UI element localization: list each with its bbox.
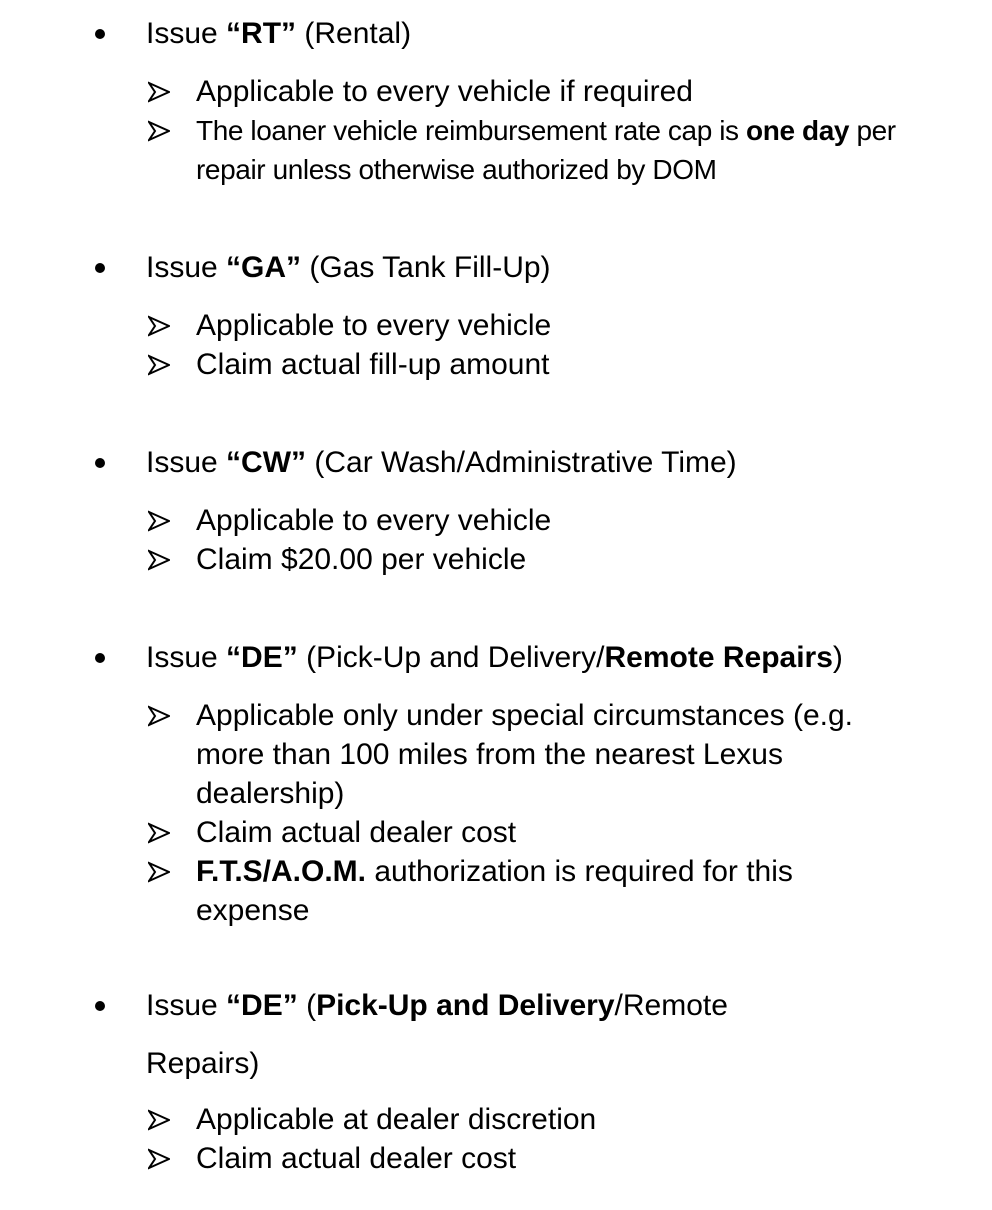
issue-title: Issue “RT” (Rental): [146, 17, 412, 50]
issue-heading: [0, 443, 992, 483]
arrow-bullet-icon: [148, 81, 170, 103]
issue-code: “DE”: [226, 641, 298, 674]
section-de-pickup: [0, 986, 992, 1178]
arrow-bullet-icon: [148, 1109, 170, 1131]
list-item: Claim actual dealer cost: [0, 1139, 936, 1178]
arrow-bullet-icon: [148, 354, 170, 376]
arrow-bullet-icon: [148, 861, 170, 883]
emphasis: F.T.S/A.O.M.: [196, 855, 367, 888]
bullet-icon: [95, 458, 105, 468]
list-item: Applicable to every vehicle: [0, 306, 936, 345]
issue-heading: [0, 14, 992, 54]
bullet-icon: [95, 1001, 105, 1011]
emphasis: one day: [746, 115, 850, 146]
bullet-icon: [95, 29, 105, 39]
list-item: Applicable to every vehicle: [0, 501, 936, 540]
issue-heading: [0, 248, 992, 288]
list-item: Applicable at dealer discretion: [0, 1100, 936, 1139]
issue-title: Issue “DE” (Pick-Up and Delivery/Remote Repairs): [146, 989, 728, 1080]
emphasis: Remote Repairs: [604, 641, 833, 674]
sub-list: [0, 696, 992, 930]
issue-heading: [0, 986, 992, 1082]
list-item: Applicable to every vehicle if required: [0, 72, 936, 111]
list-item: F.T.S/A.O.M. authorization is required for this expense: [0, 852, 886, 930]
arrow-bullet-icon: [148, 822, 170, 844]
sub-list: [0, 1100, 992, 1178]
arrow-bullet-icon: [148, 549, 170, 571]
arrow-bullet-icon: [148, 1148, 170, 1170]
issue-code: “RT”: [226, 17, 297, 50]
issue-heading: [0, 638, 992, 678]
arrow-bullet-icon: [148, 120, 170, 142]
issue-code: “DE”: [226, 989, 298, 1022]
sub-list: [0, 72, 992, 189]
issue-code: “GA”: [226, 251, 302, 284]
list-item: The loaner vehicle reimbursement rate cap is one day per repair unless otherwise authorized by DOM: [0, 111, 936, 189]
list-item: Claim $20.00 per vehicle: [0, 540, 936, 579]
section-cw: [0, 443, 992, 579]
emphasis: Pick-Up and Delivery: [316, 989, 615, 1022]
arrow-bullet-icon: [148, 510, 170, 532]
issue-code: “CW”: [226, 446, 307, 479]
section-ga: [0, 248, 992, 384]
issue-title: Issue “DE” (Pick-Up and Delivery/Remote Repairs): [146, 641, 843, 674]
list-item: Claim actual dealer cost: [0, 813, 936, 852]
issue-title: Issue “CW” (Car Wash/Administrative Time): [146, 446, 737, 479]
sub-list: [0, 501, 992, 579]
issue-title: Issue “GA” (Gas Tank Fill-Up): [146, 251, 551, 284]
section-rt: [0, 14, 992, 189]
arrow-bullet-icon: [148, 315, 170, 337]
bullet-icon: [95, 653, 105, 663]
section-de-remote: [0, 638, 992, 930]
sub-list: [0, 306, 992, 384]
arrow-bullet-icon: [148, 705, 170, 727]
list-item: Applicable only under special circumstances (e.g. more than 100 miles from the nearest Lexus dealership): [0, 696, 856, 813]
list-item: Claim actual fill-up amount: [0, 345, 936, 384]
bullet-icon: [95, 263, 105, 273]
